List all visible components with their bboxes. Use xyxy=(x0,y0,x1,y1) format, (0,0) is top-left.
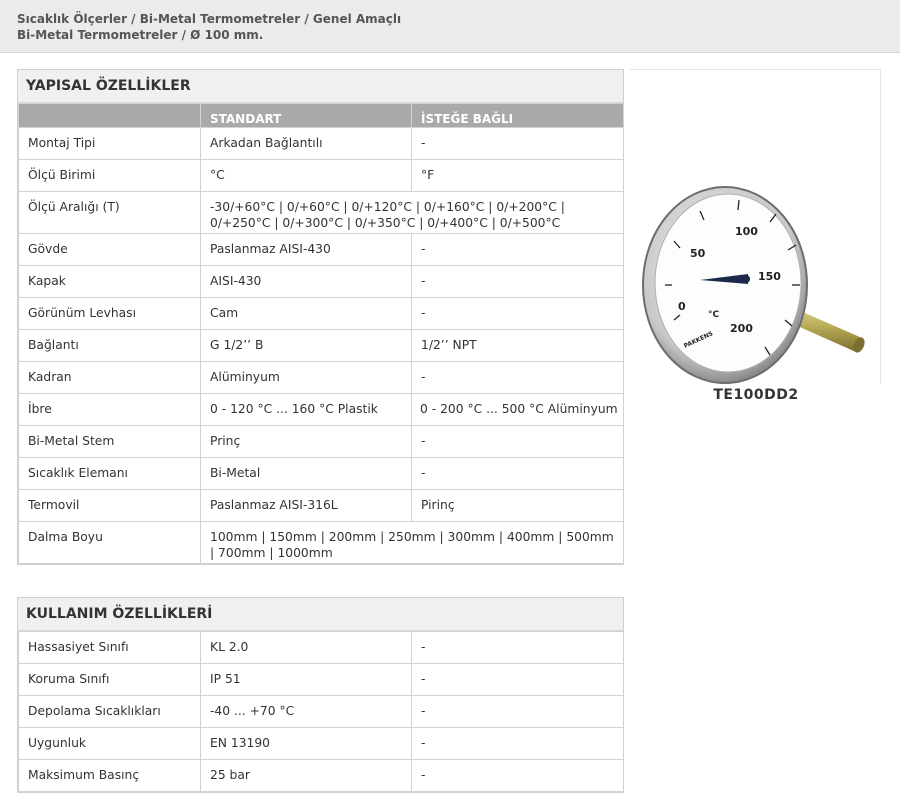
breadcrumb-bar xyxy=(0,0,900,53)
table-row xyxy=(19,394,624,426)
row-label: Gövde xyxy=(19,234,201,266)
row-optional: 0 - 200 °C ... 500 °C Alüminyum xyxy=(412,394,624,426)
structural-section xyxy=(17,69,624,565)
table-row xyxy=(19,160,624,192)
row-standard: -40 ... +70 °C xyxy=(201,696,412,728)
row-standard: °C xyxy=(201,160,412,192)
dial-icon xyxy=(643,187,807,383)
dial-number: 150 xyxy=(758,270,781,283)
row-label: Görünüm Levhası xyxy=(19,298,201,330)
row-standard: Arkadan Bağlantılı xyxy=(201,128,412,160)
dial-number: 0 xyxy=(678,300,686,313)
row-label: Uygunluk xyxy=(19,728,201,760)
row-optional: - xyxy=(412,362,624,394)
dial-number: 50 xyxy=(690,247,706,260)
row-optional: - xyxy=(412,632,624,664)
row-label: Montaj Tipi xyxy=(19,128,201,160)
header-istege-bagli: İSTEĞE BAĞLI xyxy=(412,104,624,128)
row-label: İbre xyxy=(19,394,201,426)
header-standart: STANDART xyxy=(201,104,412,128)
product-code: TE100DD2 xyxy=(713,387,799,403)
row-optional: - xyxy=(412,128,624,160)
row-standard: Paslanmaz AISI-316L xyxy=(201,490,412,522)
product-image[interactable] xyxy=(630,69,881,384)
row-label: Depolama Sıcaklıkları xyxy=(19,696,201,728)
row-standard: Paslanmaz AISI-430 xyxy=(201,234,412,266)
table-row xyxy=(19,234,624,266)
row-standard: IP 51 xyxy=(201,664,412,696)
row-label: Bi-Metal Stem xyxy=(19,426,201,458)
table-row xyxy=(19,522,624,564)
table-row xyxy=(19,696,624,728)
table-row xyxy=(19,664,624,696)
row-standard: 25 bar xyxy=(201,760,412,792)
dial-number: 200 xyxy=(730,322,753,335)
table-row xyxy=(19,760,624,792)
row-standard: AISI-430 xyxy=(201,266,412,298)
table-row xyxy=(19,728,624,760)
thermometer-illustration xyxy=(630,70,880,384)
table-row xyxy=(19,266,624,298)
row-optional: - xyxy=(412,664,624,696)
row-label: Termovil xyxy=(19,490,201,522)
row-optional: - xyxy=(412,426,624,458)
dial-brand: PAKKENS xyxy=(682,330,715,350)
table-row xyxy=(19,128,624,160)
row-label: Ölçü Birimi xyxy=(19,160,201,192)
table-row xyxy=(19,458,624,490)
row-optional: Pirinç xyxy=(412,490,624,522)
breadcrumb-line-1[interactable]: Sıcaklık Ölçerler / Bi-Metal Termometreler / Genel Amaçlı xyxy=(17,12,402,26)
row-standard: G 1/2’’ B xyxy=(201,330,412,362)
dial-unit: °C xyxy=(708,310,720,320)
usage-title: KULLANIM ÖZELLİKLERİ xyxy=(18,598,623,631)
header-empty xyxy=(19,104,201,128)
row-standard: Alüminyum xyxy=(201,362,412,394)
row-label: Koruma Sınıfı xyxy=(19,664,201,696)
row-optional: - xyxy=(412,234,624,266)
row-optional: - xyxy=(412,458,624,490)
row-standard: Prinç xyxy=(201,426,412,458)
row-standard: EN 13190 xyxy=(201,728,412,760)
row-label: Sıcaklık Elemanı xyxy=(19,458,201,490)
table-row xyxy=(19,362,624,394)
row-label: Hassasiyet Sınıfı xyxy=(19,632,201,664)
structural-table xyxy=(18,103,624,564)
row-label: Kapak xyxy=(19,266,201,298)
usage-section xyxy=(17,597,624,793)
row-optional: - xyxy=(412,760,624,792)
dial-number: 100 xyxy=(735,225,758,238)
row-optional: - xyxy=(412,266,624,298)
row-standard: 0 - 120 °C ... 160 °C Plastik xyxy=(201,394,412,426)
row-measure-range: -30/+60°C | 0/+60°C | 0/+120°C | 0/+160°C | 0/+200°C | 0/+250°C | 0/+300°C | 0/+350°C | 0/+400°C | 0/+500°C xyxy=(201,192,624,234)
row-immersion-length: 100mm | 150mm | 200mm | 250mm | 300mm | 400mm | 500mm | 700mm | 1000mm xyxy=(201,522,624,564)
row-label: Kadran xyxy=(19,362,201,394)
row-optional: - xyxy=(412,696,624,728)
row-optional: °F xyxy=(412,160,624,192)
table-row xyxy=(19,490,624,522)
row-optional: - xyxy=(412,728,624,760)
table-row xyxy=(19,192,624,234)
table-header-row xyxy=(19,104,624,128)
table-row xyxy=(19,426,624,458)
table-row xyxy=(19,330,624,362)
row-label: Dalma Boyu xyxy=(19,522,201,564)
row-standard: KL 2.0 xyxy=(201,632,412,664)
usage-table xyxy=(18,631,624,792)
table-row xyxy=(19,298,624,330)
row-standard: Bi-Metal xyxy=(201,458,412,490)
table-row xyxy=(19,632,624,664)
row-label: Bağlantı xyxy=(19,330,201,362)
row-optional: - xyxy=(412,298,624,330)
breadcrumb-line-2[interactable]: Bi-Metal Termometreler / Ø 100 mm. xyxy=(17,28,264,42)
row-label: Maksimum Basınç xyxy=(19,760,201,792)
row-optional: 1/2’’ NPT xyxy=(412,330,624,362)
row-label: Ölçü Aralığı (T) xyxy=(19,192,201,234)
row-standard: Cam xyxy=(201,298,412,330)
structural-title: YAPISAL ÖZELLİKLER xyxy=(18,70,623,103)
